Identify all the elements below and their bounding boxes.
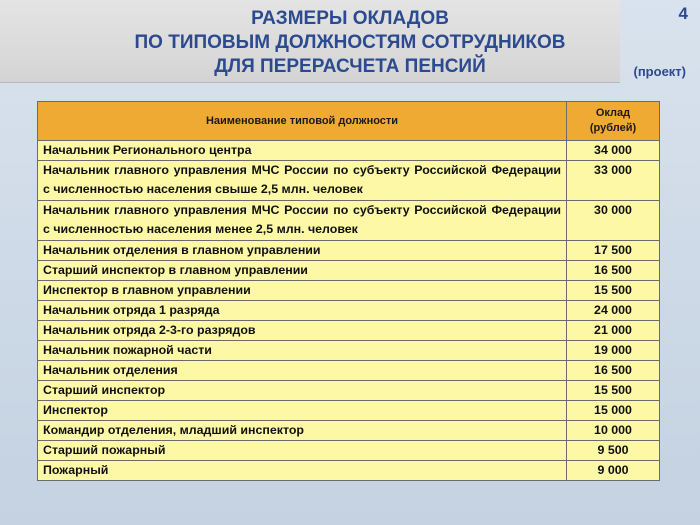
position-cell: Командир отделения, младший инспектор: [38, 421, 567, 441]
salary-cell: 21 000: [567, 321, 660, 341]
table-row: [38, 461, 660, 481]
table-row: [38, 321, 660, 341]
table-row: [38, 261, 660, 281]
salary-cell: 34 000: [567, 141, 660, 161]
position-cell: Начальник главного управления МЧС России по субъекту Российской Федерации с численностью населения менее 2,5 млн. человек: [38, 201, 567, 241]
salary-cell: 24 000: [567, 301, 660, 321]
position-cell: Начальник отряда 2-3-го разрядов: [38, 321, 567, 341]
table-row: [38, 241, 660, 261]
table-row: [38, 141, 660, 161]
position-cell: Старший инспектор в главном управлении: [38, 261, 567, 281]
title-line-3: ДЛЯ ПЕРЕРАСЧЕТА ПЕНСИЙ: [214, 56, 486, 77]
salary-cell: 15 000: [567, 401, 660, 421]
position-cell: Пожарный: [38, 461, 567, 481]
salary-cell: 17 500: [567, 241, 660, 261]
salary-cell: 9 500: [567, 441, 660, 461]
title-line-2: ПО ТИПОВЫМ ДОЛЖНОСТЯМ СОТРУДНИКОВ: [134, 32, 566, 53]
salary-cell: 19 000: [567, 341, 660, 361]
salary-cell: 33 000: [567, 161, 660, 201]
page-number: 4: [678, 4, 688, 23]
table-row: [38, 301, 660, 321]
table-row: [38, 161, 660, 201]
table-header-row: [38, 102, 660, 141]
table-row: [38, 401, 660, 421]
table-row: [38, 421, 660, 441]
salary-cell: 16 500: [567, 361, 660, 381]
table-row: [38, 201, 660, 241]
table-row: [38, 441, 660, 461]
salary-cell: 10 000: [567, 421, 660, 441]
position-cell: Старший инспектор: [38, 381, 567, 401]
salary-cell: 15 500: [567, 381, 660, 401]
position-cell: Начальник главного управления МЧС России по субъекту Российской Федерации с численностью населения свыше 2,5 млн. человек: [38, 161, 567, 201]
table-row: [38, 381, 660, 401]
table-row: [38, 281, 660, 301]
salary-header-line1: Оклад: [595, 107, 631, 119]
position-cell: Начальник отделения в главном управлении: [38, 241, 567, 261]
position-cell: Старший пожарный: [38, 441, 567, 461]
project-label: (проект): [633, 64, 686, 79]
salary-cell: 9 000: [567, 461, 660, 481]
slide-title: [0, 7, 700, 79]
position-cell: Начальник отряда 1 разряда: [38, 301, 567, 321]
position-cell: Начальник Регионального центра: [38, 141, 567, 161]
table-row: [38, 341, 660, 361]
position-column-header: Наименование типовой должности: [38, 102, 567, 141]
title-line-1: РАЗМЕРЫ ОКЛАДОВ: [251, 8, 449, 29]
position-cell: Начальник пожарной части: [38, 341, 567, 361]
salary-cell: 16 500: [567, 261, 660, 281]
position-cell: Инспектор: [38, 401, 567, 421]
salary-cell: 15 500: [567, 281, 660, 301]
position-cell: Инспектор в главном управлении: [38, 281, 567, 301]
salary-cell: 30 000: [567, 201, 660, 241]
salary-table: [37, 101, 660, 481]
salary-header-line2: (рублей): [589, 122, 637, 134]
position-cell: Начальник отделения: [38, 361, 567, 381]
salary-column-header: [567, 102, 660, 141]
table-row: [38, 361, 660, 381]
